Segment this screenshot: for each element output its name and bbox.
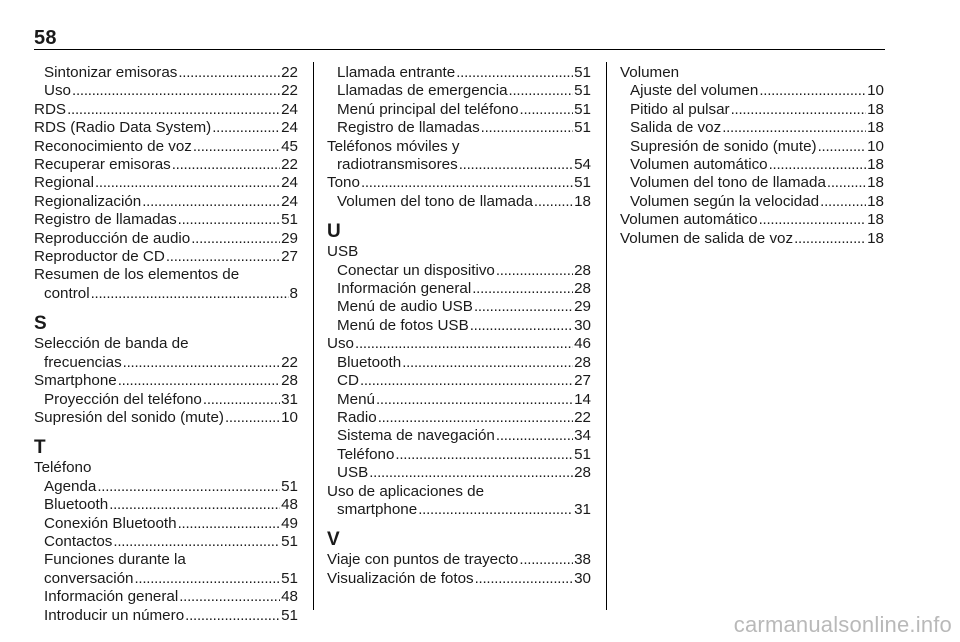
index-entry-heading: Resumen de los elementos de — [34, 266, 240, 284]
entry-term: Conexión Bluetooth — [44, 514, 177, 532]
index-subentry — [34, 515, 298, 533]
dot-leader — [142, 193, 280, 211]
index-entry — [327, 174, 591, 192]
index-entry-heading: Selección de banda de — [34, 335, 189, 353]
page-reference: 24 — [281, 174, 298, 192]
entry-term: Volumen del tono de llamada — [337, 192, 533, 210]
page-reference: 51 — [574, 82, 591, 100]
index-entry — [327, 570, 591, 588]
column-divider — [313, 62, 314, 610]
dot-leader — [376, 391, 573, 409]
dot-leader — [474, 298, 573, 316]
entry-term: Sintonizar emisoras — [44, 64, 178, 81]
index-subentry — [327, 101, 591, 119]
page-reference: 18 — [867, 229, 884, 247]
entry-term: Viaje con puntos de trayecto — [327, 551, 519, 569]
dot-leader — [360, 372, 573, 390]
entry-term: Salida de voz — [630, 119, 722, 137]
index-subentry — [34, 533, 298, 551]
entry-term: Regional — [34, 174, 94, 192]
entry-term: CD — [337, 372, 359, 390]
dot-leader — [475, 570, 573, 588]
dot-leader — [166, 248, 280, 266]
index-subentry — [620, 82, 884, 100]
entry-term: Menú de audio USB — [337, 298, 473, 316]
dot-leader — [472, 280, 573, 298]
entry-term: Registro de llamadas — [34, 211, 177, 229]
dot-leader — [496, 262, 573, 280]
index-subentry — [620, 101, 884, 119]
dot-leader — [123, 354, 280, 372]
entry-term: Recuperar emisoras — [34, 156, 171, 174]
section-letter: V — [327, 529, 340, 551]
index-subentry — [34, 607, 298, 625]
index-subentry — [34, 64, 298, 82]
index-subentry — [620, 174, 884, 192]
page-reference: 24 — [281, 192, 298, 210]
index-entry — [34, 372, 298, 390]
entry-term: Menú de fotos USB — [337, 316, 469, 334]
entry-term: Introducir un número — [44, 606, 185, 624]
index-entry — [34, 409, 298, 427]
index-entry — [620, 230, 884, 248]
dot-leader — [402, 354, 573, 372]
index-subentry — [327, 372, 591, 390]
page-reference: 10 — [867, 82, 884, 100]
page-reference: 54 — [574, 156, 591, 174]
index-entry-heading: USB — [327, 243, 359, 261]
index-subentry — [34, 478, 298, 496]
page-reference: 24 — [281, 100, 298, 118]
entry-term: Contactos — [44, 532, 113, 550]
index-subentry — [620, 119, 884, 137]
dot-leader — [178, 211, 280, 229]
index-subentry — [327, 464, 591, 482]
page-reference: 18 — [867, 119, 884, 137]
dot-leader — [185, 607, 280, 625]
index-subentry — [620, 156, 884, 174]
index-subentry — [327, 119, 591, 137]
page-reference: 24 — [281, 119, 298, 137]
index-subentry — [327, 262, 591, 280]
page-reference: 28 — [574, 353, 591, 371]
entry-term: RDS — [34, 100, 67, 118]
dot-leader — [97, 478, 280, 496]
page-reference: 10 — [867, 137, 884, 155]
page-reference: 27 — [574, 372, 591, 390]
page-reference: 31 — [281, 390, 298, 408]
page-reference: 29 — [281, 229, 298, 247]
index-column-3 — [620, 64, 884, 248]
page-reference: 28 — [574, 464, 591, 482]
dot-leader — [118, 372, 280, 390]
dot-leader — [509, 82, 574, 100]
page-reference: 51 — [281, 211, 298, 229]
entry-term: conversación — [44, 569, 134, 587]
page-reference: 51 — [281, 532, 298, 550]
entry-term: Información general — [337, 280, 472, 298]
index-subentry — [327, 64, 591, 82]
index-entry — [327, 335, 591, 353]
index-column-2 — [327, 64, 591, 588]
dot-leader — [418, 501, 573, 519]
entry-term: Teléfono — [337, 445, 395, 463]
page-reference: 34 — [574, 427, 591, 445]
entry-term: Volumen según la velocidad — [630, 192, 820, 210]
page-reference: 30 — [574, 569, 591, 587]
page-reference: 51 — [574, 174, 591, 192]
page-reference: 18 — [867, 174, 884, 192]
dot-leader — [470, 317, 573, 335]
entry-term: Visualización de fotos — [327, 569, 474, 587]
entry-term: Supresión de sonido (mute) — [630, 137, 817, 155]
index-entry-heading: Teléfonos móviles y — [327, 137, 460, 155]
page-number: 58 — [34, 27, 57, 49]
index-entry — [34, 230, 298, 248]
page-reference: 29 — [574, 298, 591, 316]
page-reference: 18 — [574, 192, 591, 210]
page-reference: 22 — [281, 156, 298, 174]
index-subentry — [327, 156, 591, 174]
dot-leader — [179, 588, 280, 606]
index-entry-heading: Volumen — [620, 64, 680, 81]
entry-term: Menú principal del teléfono — [337, 100, 519, 118]
page-reference: 51 — [574, 119, 591, 137]
entry-term: Proyección del teléfono — [44, 390, 202, 408]
dot-leader — [193, 138, 280, 156]
dot-leader — [95, 174, 280, 192]
page-reference: 8 — [289, 284, 298, 302]
entry-term: control — [44, 284, 90, 302]
page-reference: 18 — [867, 100, 884, 118]
entry-term: Reconocimiento de voz — [34, 137, 192, 155]
dot-leader — [361, 174, 573, 192]
index-entry — [34, 138, 298, 156]
entry-term: Regionalización — [34, 192, 142, 210]
dot-leader — [731, 101, 866, 119]
index-subentry — [327, 317, 591, 335]
page-reference: 22 — [281, 353, 298, 371]
page-reference: 22 — [281, 82, 298, 100]
dot-leader — [113, 533, 280, 551]
dot-leader — [72, 82, 280, 100]
dot-leader — [225, 409, 280, 427]
entry-term: Registro de llamadas — [337, 119, 480, 137]
dot-leader — [519, 551, 573, 569]
dot-leader — [496, 427, 573, 445]
dot-leader — [456, 64, 573, 82]
index-subentry — [34, 82, 298, 100]
entry-term: Conectar un dispositivo — [337, 261, 495, 279]
entry-term: smartphone — [337, 500, 418, 518]
entry-term: radiotransmisores — [337, 156, 458, 174]
entry-term: Reproducción de audio — [34, 229, 191, 247]
page-reference: 18 — [867, 156, 884, 174]
page-reference: 27 — [281, 248, 298, 266]
dot-leader — [212, 119, 280, 137]
page-reference: 51 — [574, 100, 591, 118]
entry-term: Agenda — [44, 477, 97, 495]
dot-leader — [369, 464, 573, 482]
dot-leader — [818, 138, 867, 156]
watermark: carmanualsonline.info — [733, 612, 952, 637]
index-entry-heading: Teléfono — [34, 459, 92, 477]
dot-leader — [520, 101, 574, 119]
entry-term: Llamadas de emergencia — [337, 82, 508, 100]
index-entry — [34, 193, 298, 211]
entry-term: Supresión del sonido (mute) — [34, 408, 224, 426]
index-column-1 — [34, 64, 298, 625]
entry-term: Volumen automático — [620, 211, 758, 229]
index-entry-heading: Uso de aplicaciones de — [327, 482, 485, 500]
dot-leader — [191, 230, 280, 248]
page-reference: 51 — [281, 569, 298, 587]
dot-leader — [820, 193, 866, 211]
index-entry — [34, 211, 298, 229]
dot-leader — [355, 335, 573, 353]
page-reference: 22 — [574, 408, 591, 426]
entry-term: frecuencias — [44, 353, 122, 371]
index-subentry — [327, 427, 591, 445]
index-entry — [34, 248, 298, 266]
dot-leader — [91, 285, 289, 303]
page-reference: 31 — [574, 500, 591, 518]
entry-term: Uso — [327, 335, 355, 353]
dot-leader — [534, 193, 573, 211]
page-reference: 18 — [867, 192, 884, 210]
page-reference: 28 — [574, 280, 591, 298]
index-subentry — [327, 391, 591, 409]
index-subentry — [327, 446, 591, 464]
dot-leader — [109, 496, 280, 514]
dot-leader — [759, 211, 866, 229]
dot-leader — [459, 156, 573, 174]
dot-leader — [178, 64, 280, 82]
page-reference: 51 — [281, 477, 298, 495]
index-subentry — [34, 588, 298, 606]
dot-leader — [769, 156, 866, 174]
page-reference: 45 — [281, 137, 298, 155]
page-reference: 10 — [281, 408, 298, 426]
page-reference: 18 — [867, 211, 884, 229]
index-subentry — [620, 193, 884, 211]
index-entry — [327, 551, 591, 569]
dot-leader — [178, 515, 281, 533]
page-reference: 14 — [574, 390, 591, 408]
entry-term: Volumen del tono de llamada — [630, 174, 826, 192]
dot-leader — [759, 82, 866, 100]
index-entry — [34, 156, 298, 174]
entry-term: Tono — [327, 174, 360, 192]
page-reference: 22 — [281, 64, 298, 81]
column-divider — [606, 62, 607, 610]
entry-term: Reproductor de CD — [34, 248, 165, 266]
dot-leader — [794, 230, 866, 248]
page-reference: 30 — [574, 316, 591, 334]
dot-leader — [135, 570, 281, 588]
page-reference: 51 — [281, 606, 298, 624]
entry-term: Bluetooth — [44, 496, 109, 514]
page-reference: 51 — [574, 445, 591, 463]
index-subentry — [34, 570, 298, 588]
dot-leader — [395, 446, 573, 464]
index-entry — [34, 174, 298, 192]
entry-term: Información general — [44, 588, 179, 606]
entry-term: Menú — [337, 390, 375, 408]
page-reference: 49 — [281, 514, 298, 532]
index-entry — [34, 101, 298, 119]
page-reference: 48 — [281, 588, 298, 606]
dot-leader — [172, 156, 280, 174]
dot-leader — [827, 174, 866, 192]
entry-term: Pitido al pulsar — [630, 100, 730, 118]
index-subentry — [327, 280, 591, 298]
index-entry — [620, 211, 884, 229]
entry-term: USB — [337, 464, 369, 482]
index-subentry — [327, 501, 591, 519]
page-reference: 28 — [281, 372, 298, 390]
page-reference: 46 — [574, 335, 591, 353]
page-reference: 48 — [281, 496, 298, 514]
dot-leader — [481, 119, 573, 137]
section-letter: U — [327, 221, 341, 243]
page-reference: 38 — [574, 551, 591, 569]
dot-leader — [203, 391, 280, 409]
index-subentry-heading: Funciones durante la — [44, 551, 186, 569]
index-subentry — [34, 391, 298, 409]
entry-term: Radio — [337, 408, 377, 426]
index-subentry — [327, 82, 591, 100]
entry-term: Ajuste del volumen — [630, 82, 759, 100]
dot-leader — [378, 409, 573, 427]
entry-term: Uso — [44, 82, 72, 100]
index-subentry — [327, 354, 591, 372]
section-letter: S — [34, 313, 47, 335]
index-subentry — [327, 409, 591, 427]
entry-term: Volumen de salida de voz — [620, 229, 794, 247]
index-entry — [34, 119, 298, 137]
entry-term: Sistema de navegación — [337, 427, 495, 445]
entry-term: Smartphone — [34, 372, 117, 390]
index-subentry — [327, 298, 591, 316]
index-subentry — [34, 285, 298, 303]
entry-term: Volumen automático — [630, 156, 768, 174]
index-subentry — [34, 496, 298, 514]
entry-term: Bluetooth — [337, 353, 402, 371]
entry-term: Llamada entrante — [337, 64, 456, 81]
index-subentry — [34, 354, 298, 372]
index-subentry — [620, 138, 884, 156]
header-rule — [34, 49, 885, 50]
index-subentry — [327, 193, 591, 211]
section-letter: T — [34, 437, 46, 459]
page-reference: 28 — [574, 261, 591, 279]
page-reference: 51 — [574, 64, 591, 81]
dot-leader — [67, 101, 280, 119]
entry-term: RDS (Radio Data System) — [34, 119, 212, 137]
dot-leader — [722, 119, 866, 137]
